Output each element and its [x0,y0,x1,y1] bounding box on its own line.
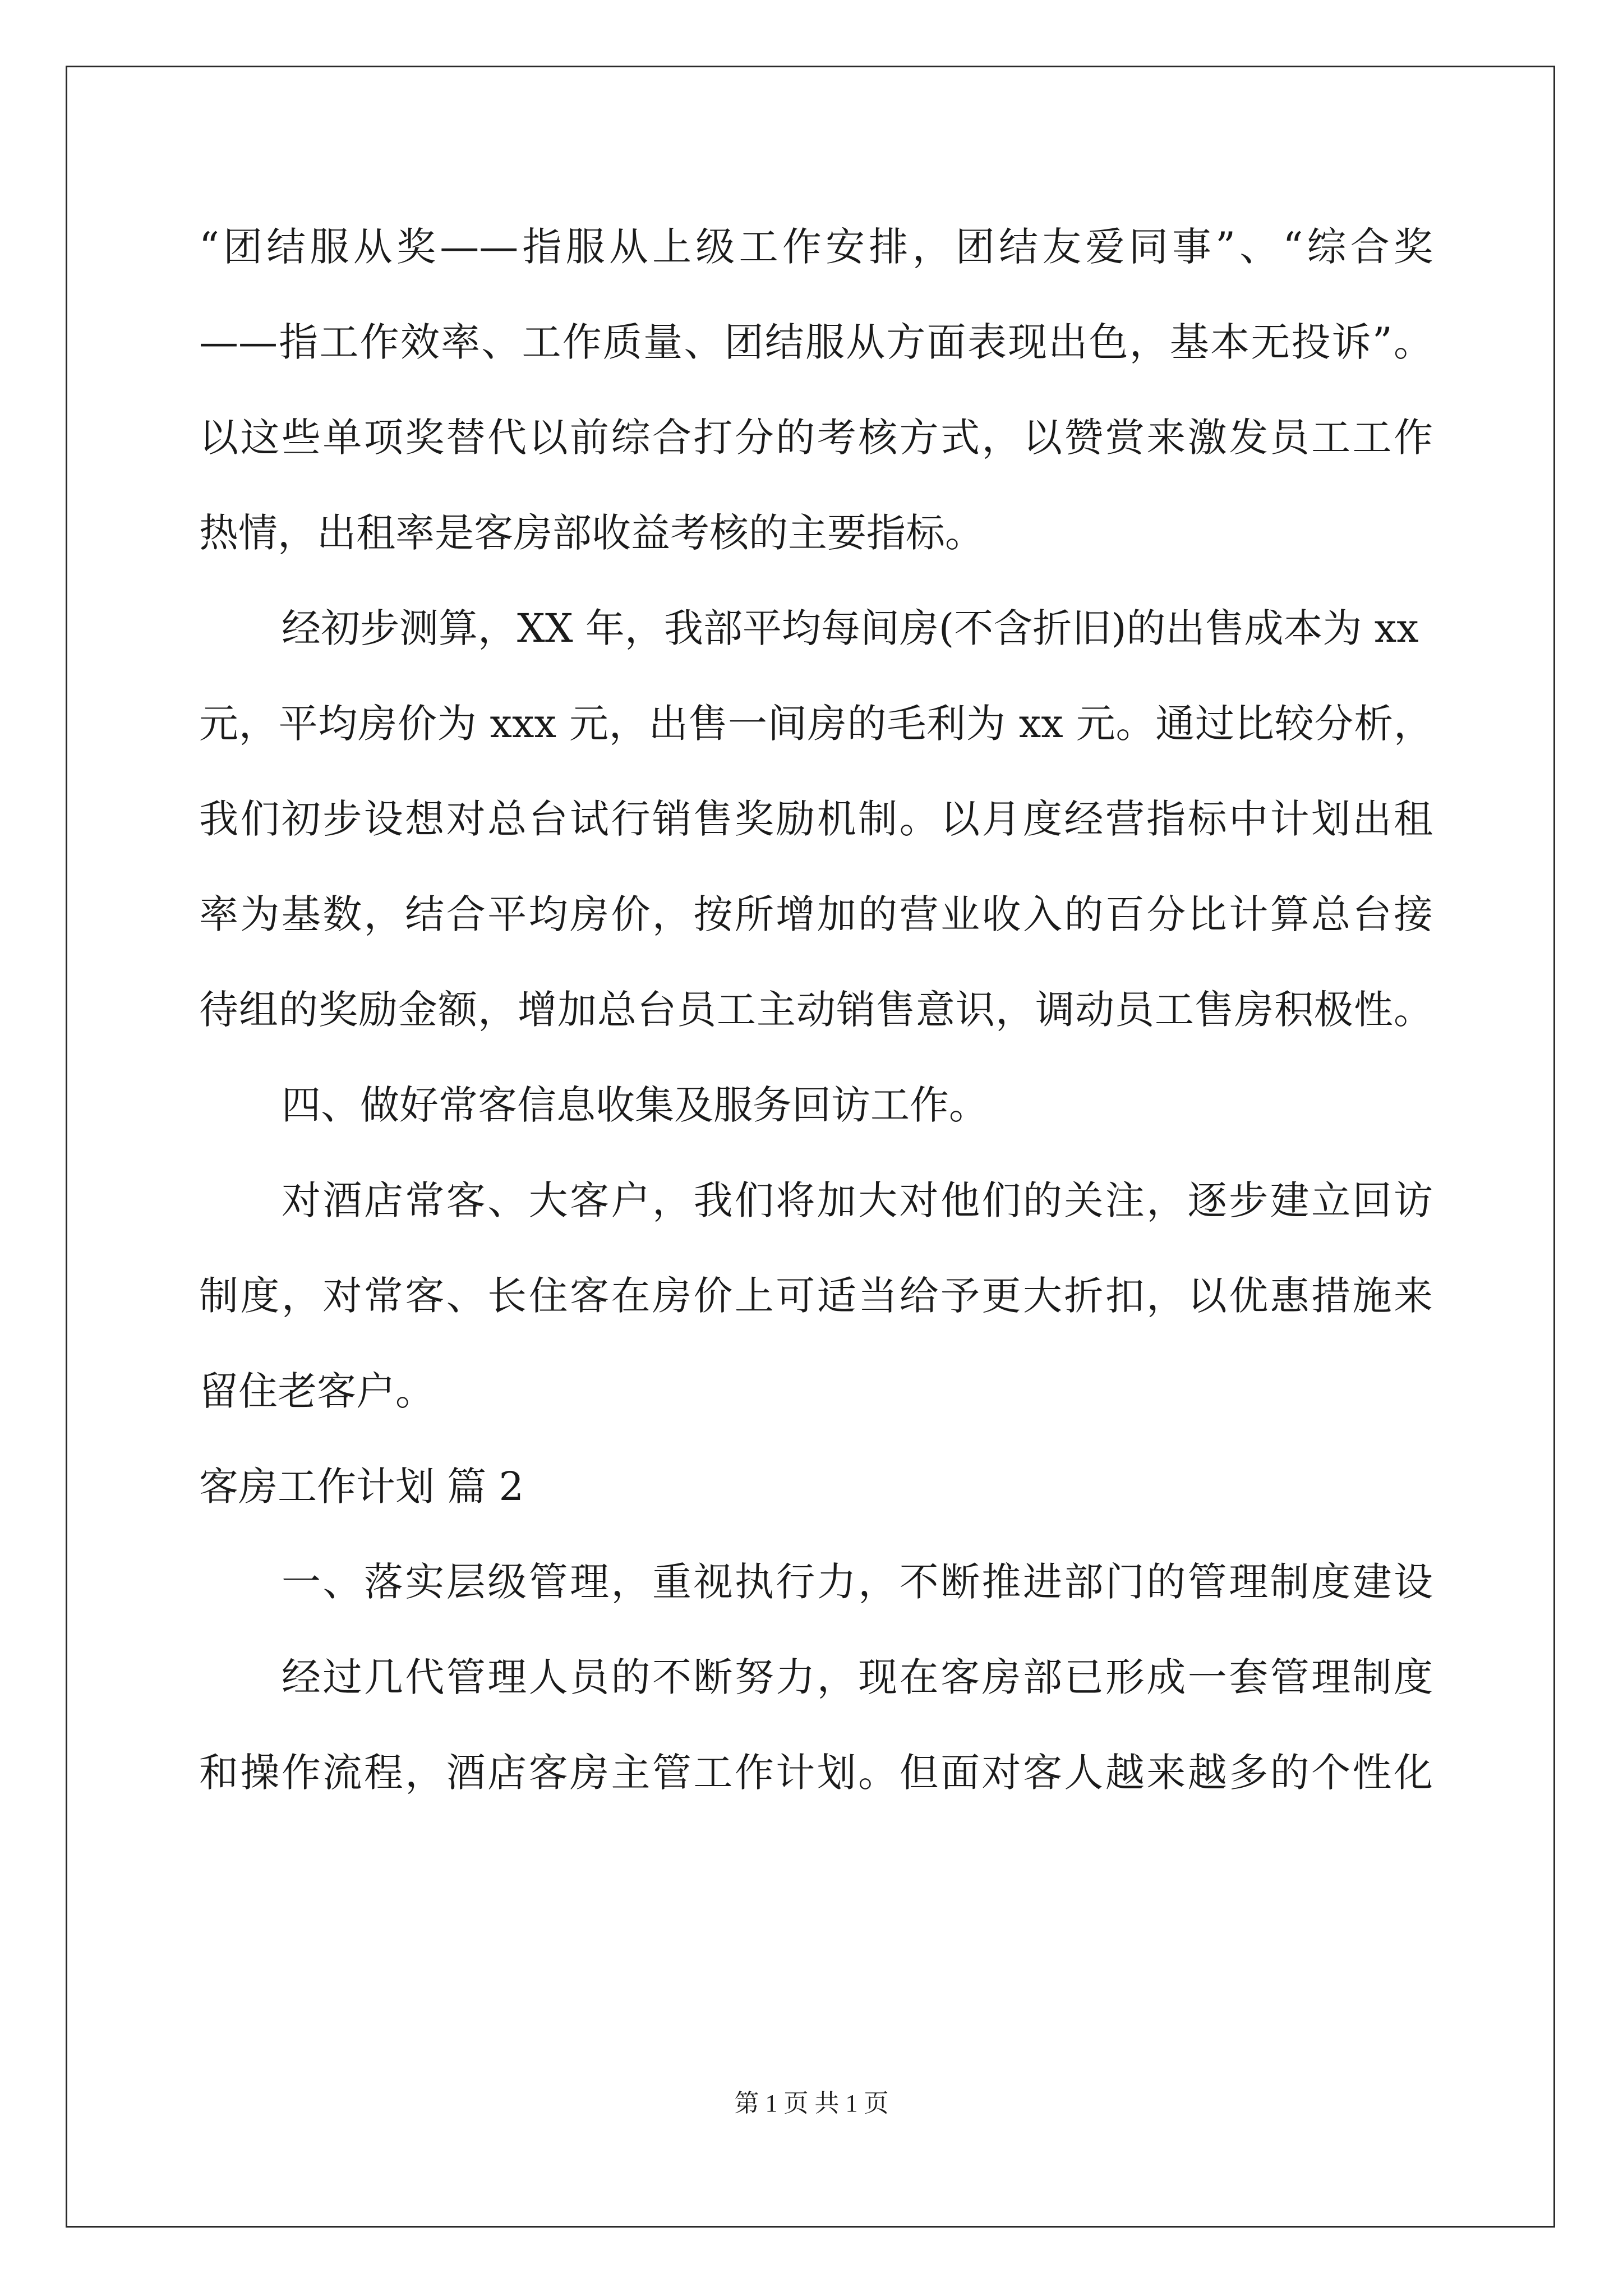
paragraph-first-line: 经初步测算，XX 年，我部平均每间房(不含折旧)的出售成本为 xx [282,605,1419,651]
article-title: 客房工作计划 篇 2 [199,1464,524,1510]
section-heading: 一、落实层级管理，重视执行力，不断推进部门的管理制度建设 [282,1559,1433,1605]
page-number-footer: 第 1 页 共 1 页 [734,2090,889,2117]
text-line: 以这些单项奖替代以前综合打分的考核方式，以赞赏来激发员工工作 [199,415,1433,461]
text-line: 我们初步设想对总台试行销售奖励机制。以月度经营指标中计划出租 [199,796,1433,842]
text-line: 和操作流程，酒店客房主管工作计划。但面对客人越来越多的个性化 [199,1750,1433,1796]
text-line: 率为基数，结合平均房价，按所增加的营业收入的百分比计算总台接 [199,891,1433,937]
text-line: ——指工作效率、工作质量、团结服从方面表现出色，基本无投诉”。 [199,319,1433,365]
text-line: 待组的奖励金额，增加总台员工主动销售意识，调动员工售房积极性。 [199,987,1433,1033]
paragraph-first-line: 经过几代管理人员的不断努力，现在客房部已形成一套管理制度 [282,1654,1433,1700]
text-line: 制度，对常客、长住客在房价上可适当给予更大折扣，以优惠措施来 [199,1273,1433,1319]
text-line: 元，平均房价为 xxx 元，出售一间房的毛利为 xx 元。通过比较分析， [199,701,1433,747]
text-line: “团结服从奖——指服从上级工作安排，团结友爱同事”、“综合奖 [199,224,1433,270]
text-line: 热情，出租率是客房部收益考核的主要指标。 [199,510,984,556]
text-line: 留住老客户。 [199,1368,435,1414]
section-heading: 四、做好常客信息收集及服务回访工作。 [282,1082,988,1128]
page-border [66,66,1555,2228]
paragraph-first-line: 对酒店常客、大客户，我们将加大对他们的关注，逐步建立回访 [282,1177,1433,1223]
